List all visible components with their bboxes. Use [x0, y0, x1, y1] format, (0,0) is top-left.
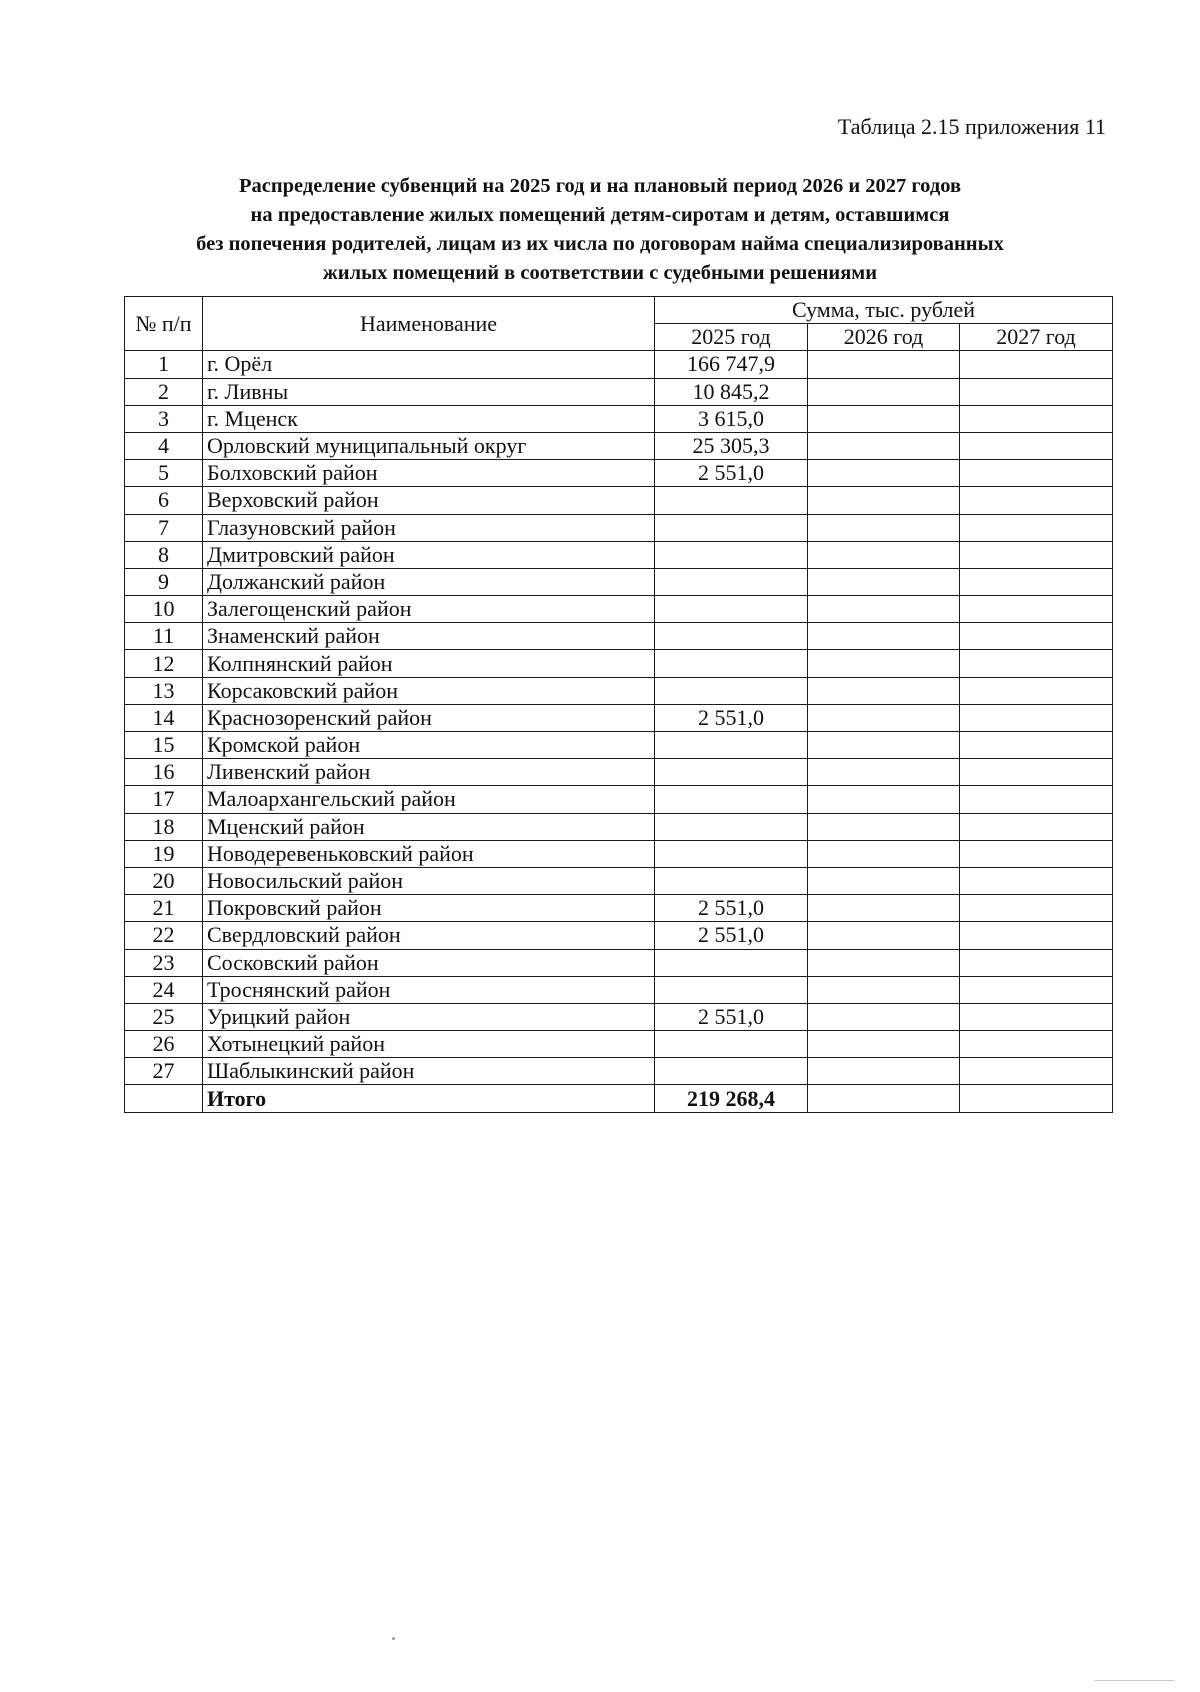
- row-amount-2027: [960, 677, 1113, 704]
- row-number: 26: [125, 1031, 203, 1058]
- row-amount-2026: [808, 976, 960, 1003]
- row-number: 16: [125, 759, 203, 786]
- row-amount-2026: [808, 1058, 960, 1085]
- row-amount-2026: [808, 922, 960, 949]
- header-number: № п/п: [125, 297, 203, 351]
- row-number: 8: [125, 541, 203, 568]
- row-amount-2026: [808, 786, 960, 813]
- row-amount-2027: [960, 568, 1113, 595]
- row-amount-2025: [655, 650, 808, 677]
- table-header-row: [125, 297, 1113, 324]
- row-name: Корсаковский район: [203, 677, 655, 704]
- table-row: [125, 432, 1113, 459]
- row-amount-2025: [655, 623, 808, 650]
- table-row: [125, 541, 1113, 568]
- row-amount-2025: [655, 867, 808, 894]
- row-amount-2027: [960, 922, 1113, 949]
- title-line: на предоставление жилых помещений детям-сиротам и детям, оставшимся: [250, 204, 950, 226]
- row-number: 18: [125, 813, 203, 840]
- row-amount-2025: 25 305,3: [655, 432, 808, 459]
- row-amount-2027: [960, 1031, 1113, 1058]
- table-row: [125, 568, 1113, 595]
- table-row: [125, 514, 1113, 541]
- row-number: 7: [125, 514, 203, 541]
- row-number: 15: [125, 732, 203, 759]
- table-row: [125, 949, 1113, 976]
- row-amount-2027: [960, 596, 1113, 623]
- row-amount-2025: [655, 596, 808, 623]
- row-amount-2025: [655, 514, 808, 541]
- table-row: [125, 623, 1113, 650]
- row-amount-2027: [960, 976, 1113, 1003]
- row-amount-2027: [960, 460, 1113, 487]
- header-amount-group: Сумма, тыс. рублей: [655, 297, 1113, 324]
- row-amount-2026: [808, 460, 960, 487]
- row-amount-2027: [960, 840, 1113, 867]
- row-number: 27: [125, 1058, 203, 1085]
- row-number: 23: [125, 949, 203, 976]
- table-row: [125, 1031, 1113, 1058]
- row-amount-2025: [655, 976, 808, 1003]
- table-row: [125, 677, 1113, 704]
- row-number: 5: [125, 460, 203, 487]
- table-row: [125, 704, 1113, 731]
- document-title: [100, 172, 1100, 288]
- row-amount-2026: [808, 677, 960, 704]
- row-number: 1: [125, 351, 203, 378]
- row-amount-2027: [960, 732, 1113, 759]
- header-name: Наименование: [203, 297, 655, 351]
- row-amount-2025: [655, 732, 808, 759]
- row-name: Дмитровский район: [203, 541, 655, 568]
- row-amount-2025: 10 845,2: [655, 378, 808, 405]
- table-row: [125, 1058, 1113, 1085]
- total-amount-2027: [960, 1085, 1113, 1112]
- row-amount-2027: [960, 895, 1113, 922]
- row-number: 3: [125, 405, 203, 432]
- row-amount-2027: [960, 623, 1113, 650]
- row-amount-2025: 2 551,0: [655, 922, 808, 949]
- annex-reference: Таблица 2.15 приложения 11: [837, 114, 1106, 139]
- row-amount-2026: [808, 487, 960, 514]
- row-amount-2026: [808, 596, 960, 623]
- row-amount-2026: [808, 568, 960, 595]
- table-row: [125, 840, 1113, 867]
- row-number: 13: [125, 677, 203, 704]
- table-row: [125, 1003, 1113, 1030]
- row-amount-2027: [960, 405, 1113, 432]
- row-number: 9: [125, 568, 203, 595]
- row-amount-2026: [808, 840, 960, 867]
- row-amount-2026: [808, 351, 960, 378]
- row-name: Хотынецкий район: [203, 1031, 655, 1058]
- row-amount-2026: [808, 650, 960, 677]
- row-number: 20: [125, 867, 203, 894]
- row-amount-2025: [655, 1058, 808, 1085]
- scan-speck: [392, 1637, 395, 1640]
- row-amount-2026: [808, 541, 960, 568]
- total-amount-2025: 219 268,4: [655, 1085, 808, 1112]
- row-amount-2025: [655, 541, 808, 568]
- row-amount-2025: 3 615,0: [655, 405, 808, 432]
- row-number: 4: [125, 432, 203, 459]
- table-row: [125, 895, 1113, 922]
- row-amount-2026: [808, 895, 960, 922]
- row-amount-2025: [655, 487, 808, 514]
- row-amount-2025: 2 551,0: [655, 1003, 808, 1030]
- row-amount-2026: [808, 732, 960, 759]
- total-label: Итого: [203, 1085, 655, 1112]
- row-amount-2027: [960, 813, 1113, 840]
- row-name: г. Ливны: [203, 378, 655, 405]
- table-row: [125, 813, 1113, 840]
- table-row: [125, 732, 1113, 759]
- table-row: [125, 405, 1113, 432]
- row-amount-2025: [655, 568, 808, 595]
- row-name: Свердловский район: [203, 922, 655, 949]
- row-amount-2026: [808, 949, 960, 976]
- row-name: Новосильский район: [203, 867, 655, 894]
- title-line: без попечения родителей, лицам из их числа по договорам найма специализированных: [196, 233, 1004, 255]
- row-amount-2027: [960, 432, 1113, 459]
- table-row: [125, 759, 1113, 786]
- row-name: г. Мценск: [203, 405, 655, 432]
- row-number: 12: [125, 650, 203, 677]
- row-name: Глазуновский район: [203, 514, 655, 541]
- row-amount-2025: [655, 759, 808, 786]
- row-name: Шаблыкинский район: [203, 1058, 655, 1085]
- row-amount-2026: [808, 1003, 960, 1030]
- row-amount-2027: [960, 1058, 1113, 1085]
- row-name: Новодеревеньковский район: [203, 840, 655, 867]
- row-amount-2026: [808, 405, 960, 432]
- row-amount-2026: [808, 867, 960, 894]
- row-amount-2027: [960, 949, 1113, 976]
- scan-speck: [1094, 1680, 1174, 1681]
- row-number: 19: [125, 840, 203, 867]
- row-number: 6: [125, 487, 203, 514]
- table-row: [125, 596, 1113, 623]
- row-number: 14: [125, 704, 203, 731]
- total-row: [125, 1085, 1113, 1112]
- row-amount-2026: [808, 432, 960, 459]
- row-name: г. Орёл: [203, 351, 655, 378]
- row-amount-2025: 166 747,9: [655, 351, 808, 378]
- table-row: [125, 922, 1113, 949]
- table-row: [125, 351, 1113, 378]
- row-amount-2027: [960, 759, 1113, 786]
- row-number: 24: [125, 976, 203, 1003]
- row-name: Знаменский район: [203, 623, 655, 650]
- row-name: Залегощенский район: [203, 596, 655, 623]
- row-amount-2025: [655, 949, 808, 976]
- table-row: [125, 460, 1113, 487]
- row-amount-2026: [808, 1031, 960, 1058]
- row-amount-2027: [960, 541, 1113, 568]
- table-row: [125, 650, 1113, 677]
- row-amount-2027: [960, 351, 1113, 378]
- row-number: 11: [125, 623, 203, 650]
- row-number: 25: [125, 1003, 203, 1030]
- row-amount-2026: [808, 623, 960, 650]
- row-amount-2027: [960, 786, 1113, 813]
- row-number: 22: [125, 922, 203, 949]
- row-amount-2025: 2 551,0: [655, 704, 808, 731]
- row-name: Урицкий район: [203, 1003, 655, 1030]
- row-number: 2: [125, 378, 203, 405]
- row-amount-2025: 2 551,0: [655, 895, 808, 922]
- header-year-2026: 2026 год: [808, 324, 960, 351]
- header-year-2025: 2025 год: [655, 324, 808, 351]
- row-number: 17: [125, 786, 203, 813]
- row-number: 10: [125, 596, 203, 623]
- row-amount-2027: [960, 378, 1113, 405]
- row-amount-2025: [655, 677, 808, 704]
- table-body: [125, 351, 1113, 1112]
- row-amount-2027: [960, 867, 1113, 894]
- total-number: [125, 1085, 203, 1112]
- row-amount-2027: [960, 704, 1113, 731]
- row-name: Мценский район: [203, 813, 655, 840]
- row-name: Троснянский район: [203, 976, 655, 1003]
- row-number: 21: [125, 895, 203, 922]
- table-row: [125, 487, 1113, 514]
- row-amount-2027: [960, 1003, 1113, 1030]
- row-amount-2027: [960, 514, 1113, 541]
- row-amount-2025: [655, 813, 808, 840]
- row-amount-2027: [960, 487, 1113, 514]
- table-row: [125, 976, 1113, 1003]
- row-name: Кромской район: [203, 732, 655, 759]
- row-amount-2025: [655, 786, 808, 813]
- row-amount-2025: [655, 840, 808, 867]
- row-name: Ливенский район: [203, 759, 655, 786]
- row-amount-2026: [808, 813, 960, 840]
- row-amount-2026: [808, 514, 960, 541]
- row-name: Верховский район: [203, 487, 655, 514]
- header-year-2027: 2027 год: [960, 324, 1113, 351]
- row-name: Сосковский район: [203, 949, 655, 976]
- row-name: Орловский муниципальный округ: [203, 432, 655, 459]
- row-name: Колпнянский район: [203, 650, 655, 677]
- row-name: Болховский район: [203, 460, 655, 487]
- row-amount-2025: [655, 1031, 808, 1058]
- table-row: [125, 786, 1113, 813]
- row-name: Краснозоренский район: [203, 704, 655, 731]
- row-amount-2027: [960, 650, 1113, 677]
- subvention-table: [124, 296, 1113, 1113]
- row-name: Малоархангельский район: [203, 786, 655, 813]
- row-name: Должанский район: [203, 568, 655, 595]
- table-row: [125, 867, 1113, 894]
- row-amount-2026: [808, 378, 960, 405]
- row-amount-2025: 2 551,0: [655, 460, 808, 487]
- row-amount-2026: [808, 704, 960, 731]
- title-line: Распределение субвенций на 2025 год и на плановый период 2026 и 2027 годов: [238, 175, 962, 197]
- row-amount-2026: [808, 759, 960, 786]
- table-row: [125, 378, 1113, 405]
- title-line: жилых помещений в соответствии с судебными решениями: [322, 262, 878, 284]
- total-amount-2026: [808, 1085, 960, 1112]
- row-name: Покровский район: [203, 895, 655, 922]
